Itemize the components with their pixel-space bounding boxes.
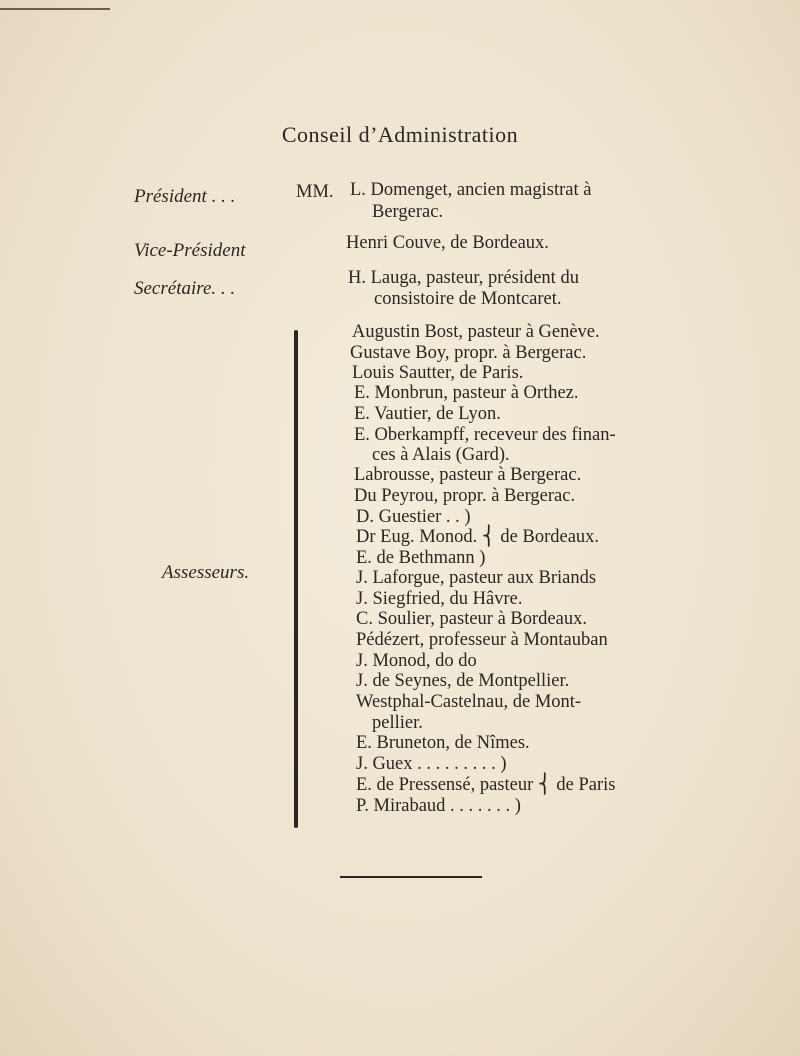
assesseur-line: pellier. [372, 713, 423, 733]
assesseur-line: J. de Seynes, de Montpellier. [356, 671, 570, 691]
page-title: Conseil d’Administration [281, 122, 519, 147]
assesseur-line: E. de Pressensé, pasteur ⎨ de Paris [356, 775, 616, 795]
president-line-1: L. Domenget, ancien magistrat à [350, 180, 592, 200]
mm-label: MM. [296, 182, 334, 202]
assesseur-line: E. Oberkampff, receveur des finan- [354, 425, 616, 445]
role-secretaire: Secrétaire. . . [134, 278, 236, 299]
assesseur-line: J. Laforgue, pasteur aux Briands [356, 568, 597, 588]
assesseur-line: C. Soulier, pasteur à Bordeaux. [356, 609, 587, 629]
assesseur-line: J. Monod, do do [356, 651, 477, 671]
assesseur-line: E. Vautier, de Lyon. [354, 404, 501, 424]
president-line-2: Bergerac. [372, 202, 444, 222]
assesseur-line: J. Guex . . . . . . . . . ) [356, 754, 507, 774]
assesseurs-brace [294, 330, 298, 828]
closing-rule [340, 876, 482, 878]
role-vice-president: Vice-Président [134, 240, 246, 261]
assesseur-line: E. Bruneton, de Nîmes. [356, 733, 530, 753]
assesseur-line: Louis Sautter, de Paris. [352, 363, 524, 383]
top-rule [0, 8, 110, 10]
role-assesseurs: Assesseurs. [162, 562, 250, 583]
assesseur-line: Labrousse, pasteur à Bergerac. [354, 465, 582, 485]
assesseur-line: P. Mirabaud . . . . . . . ) [356, 796, 521, 816]
assesseur-line: E. de Bethmann ) [356, 548, 486, 568]
vice-line: Henri Couve, de Bordeaux. [346, 233, 549, 253]
assesseur-line: E. Monbrun, pasteur à Orthez. [354, 383, 579, 403]
assesseur-line: Gustave Boy, propr. à Bergerac. [350, 343, 587, 363]
assesseur-line: Pédézert, professeur à Montauban [356, 630, 608, 650]
assesseur-line: Westphal-Castelnau, de Mont- [356, 692, 582, 712]
role-president: Président . . . [134, 186, 236, 207]
assesseur-line: Du Peyrou, propr. à Bergerac. [354, 486, 576, 506]
secretaire-line-1: H. Lauga, pasteur, président du [348, 268, 579, 288]
assesseur-line: Dr Eug. Monod. ⎨ de Bordeaux. [356, 527, 600, 547]
assesseur-line: ces à Alais (Gard). [372, 445, 510, 465]
secretaire-line-2: consistoire de Montcaret. [374, 289, 562, 309]
assesseur-line: D. Guestier . . ) [356, 507, 471, 527]
assesseur-line: J. Siegfried, du Hâvre. [356, 589, 523, 609]
assesseur-line: Augustin Bost, pasteur à Genève. [352, 322, 600, 342]
